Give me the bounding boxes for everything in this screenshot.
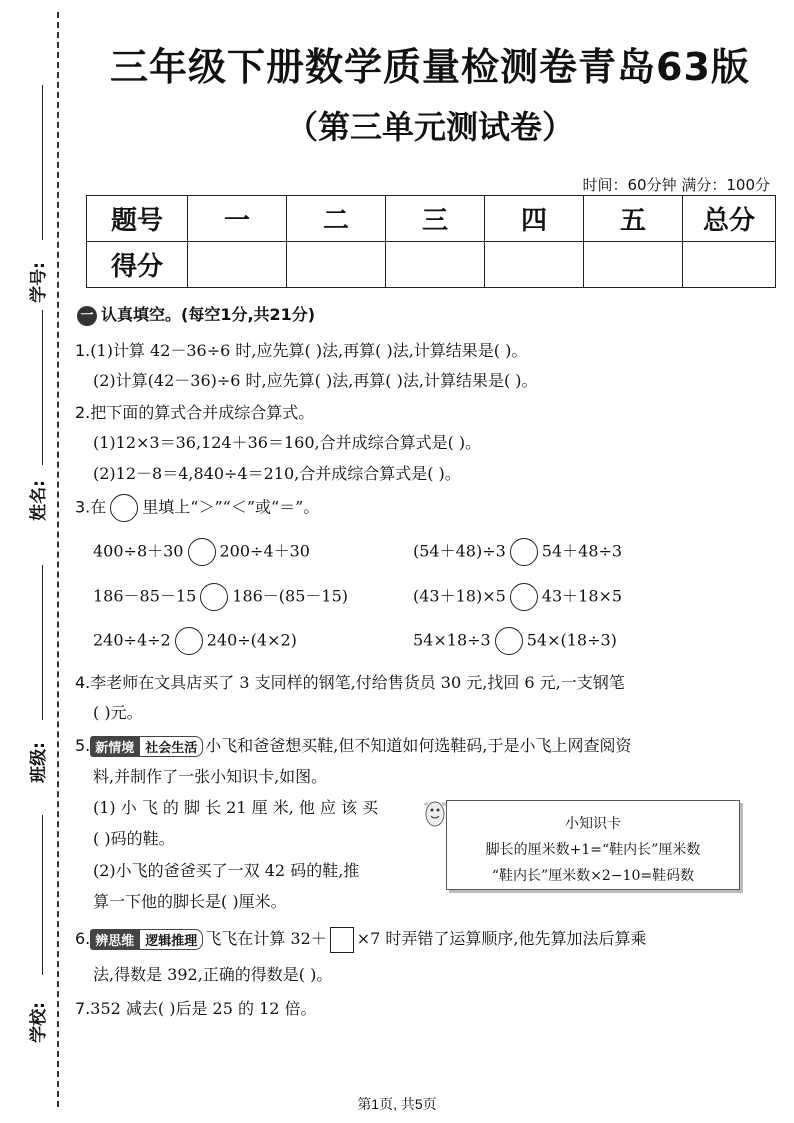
page-footer: 第1页, 共5页 xyxy=(357,1096,437,1112)
q3-item xyxy=(413,583,622,611)
q1-a-text: (1)计算 42－36÷6 时,应先算( )法,再算( )法,计算结果是( )。 xyxy=(90,341,528,360)
score-row-label: 得分 xyxy=(87,242,188,288)
q4-number: 4. xyxy=(75,673,91,692)
name-label: 姓名: xyxy=(28,480,49,521)
q5-a-1: (1) 小 飞 的 脚 长 21 厘 米, 他 应 该 买 xyxy=(93,798,379,817)
score-header-cell: 三 xyxy=(386,196,485,242)
q5-line-1 xyxy=(75,733,631,757)
answer-circle[interactable] xyxy=(175,627,203,655)
score-header-cell: 题号 xyxy=(87,196,188,242)
q6-pre: 飞飞在计算 32＋ xyxy=(205,929,327,948)
score-header-cell: 二 xyxy=(287,196,386,242)
q3-post: 里填上“＞”“＜”或“＝”。 xyxy=(142,497,320,517)
card-line: 脚长的厘米数+1=“鞋内长”厘米数 xyxy=(485,842,701,858)
q4-text: 李老师在文具店买了 3 支同样的钢笔,付给售货员 30 元,找回 6 元,一支钢笔 xyxy=(90,673,625,692)
q6-line-2: 法,得数是 392,正确的得数是( )。 xyxy=(93,965,333,984)
student-number-field xyxy=(10,85,49,315)
q3-item xyxy=(93,627,297,655)
q3-line xyxy=(75,494,319,522)
school-label: 学校: xyxy=(28,1002,49,1043)
q3-item-right: 43＋18×5 xyxy=(541,586,623,606)
q2-line-b: (2)12－8＝4,840÷4＝210,合并成综合算式是( )。 xyxy=(93,464,461,483)
student-number-label: 学号: xyxy=(28,262,49,303)
q3-item-right: 200÷4＋30 xyxy=(219,541,310,561)
score-header-row xyxy=(87,196,776,242)
q3-item-right: 186－(85－15) xyxy=(232,586,349,606)
q3-item-left: (43＋18)×5 xyxy=(413,586,506,606)
q2-line-a: (1)12×3＝36,124＋36＝160,合并成综合算式是( )。 xyxy=(93,433,482,452)
score-header-cell: 四 xyxy=(485,196,584,242)
q2-text: 把下面的算式合并成综合算式。 xyxy=(90,403,315,422)
mascot-icon xyxy=(422,798,448,832)
q3-item-left: 54×18÷3 xyxy=(413,630,491,650)
score-row xyxy=(87,242,776,288)
compare-circle-icon xyxy=(110,494,138,522)
exam-meta: 时间：60分钟 满分：100分 xyxy=(582,176,770,194)
score-cell[interactable] xyxy=(584,242,683,288)
q3-item-left: 186－85－15 xyxy=(93,586,197,606)
section-1-title xyxy=(77,302,315,326)
q4-line-1 xyxy=(75,670,625,693)
q3-item xyxy=(93,583,348,611)
q7-text: 352 减去( )后是 25 的 12 倍。 xyxy=(90,999,317,1018)
q2-number: 2. xyxy=(75,403,91,422)
class-label: 班级: xyxy=(28,742,49,783)
q6-line-1 xyxy=(75,926,647,953)
q3-item-right: 54＋48÷3 xyxy=(541,541,623,561)
q5-text-1: 小飞和爸爸想买鞋,但不知道如何选鞋码,于是小飞上网查阅资 xyxy=(205,736,632,755)
score-cell[interactable] xyxy=(683,242,776,288)
q3-item-left: 400÷8＋30 xyxy=(93,541,184,561)
school-field xyxy=(10,815,49,1045)
school-line xyxy=(42,815,43,975)
q3-item xyxy=(413,538,622,566)
q3-pre: 在 xyxy=(90,497,107,517)
q5-number: 5. xyxy=(75,736,91,755)
page-subtitle: （第三单元测试卷） xyxy=(285,108,574,146)
score-table xyxy=(86,195,776,288)
page-title: 三年级下册数学质量检测卷青岛63版 xyxy=(110,45,750,89)
q7-number: 7. xyxy=(75,999,91,1018)
score-header-cell: 五 xyxy=(584,196,683,242)
thinking-tag: 辨思维 xyxy=(90,929,139,950)
q5-line-2: 料,并制作了一张小知识卡,如图。 xyxy=(93,767,328,786)
score-cell[interactable] xyxy=(287,242,386,288)
knowledge-card xyxy=(446,800,740,890)
answer-circle[interactable] xyxy=(200,583,228,611)
answer-circle[interactable] xyxy=(495,627,523,655)
card-line: “鞋内长”厘米数×2−10=鞋码数 xyxy=(491,868,695,884)
logic-tag: 逻辑推理 xyxy=(139,929,203,950)
blank-square[interactable] xyxy=(330,927,354,953)
score-cell[interactable] xyxy=(188,242,287,288)
q5-b-1: (2)小飞的爸爸买了一双 42 码的鞋,推 xyxy=(93,861,360,880)
q6-post: ×7 时弄错了运算顺序,他先算加法后算乘 xyxy=(356,929,647,948)
score-cell[interactable] xyxy=(485,242,584,288)
score-header-cell: 总分 xyxy=(683,196,776,242)
score-header-cell: 一 xyxy=(188,196,287,242)
q5-b-2: 算一下他的脚长是( )厘米。 xyxy=(93,892,287,911)
q2-line xyxy=(75,400,314,423)
social-life-tag: 社会生活 xyxy=(139,736,203,757)
name-line xyxy=(42,310,43,465)
q3-item-left: 240÷4÷2 xyxy=(93,630,171,650)
answer-circle[interactable] xyxy=(188,538,216,566)
q3-item-left: (54＋48)÷3 xyxy=(413,541,506,561)
section-marker: 一 xyxy=(77,306,97,326)
answer-circle[interactable] xyxy=(510,583,538,611)
q4-line-2: ( )元。 xyxy=(93,703,143,722)
q3-item-right: 240÷(4×2) xyxy=(206,630,297,650)
q6-number: 6. xyxy=(75,929,91,948)
q3-number: 3. xyxy=(75,497,91,517)
answer-circle[interactable] xyxy=(510,538,538,566)
class-line xyxy=(42,565,43,720)
q3-item xyxy=(413,627,617,655)
q3-item xyxy=(93,538,310,566)
q5-a-2: ( )码的鞋。 xyxy=(93,829,175,848)
class-field xyxy=(10,565,49,795)
q3-item-right: 54×(18÷3) xyxy=(526,630,617,650)
new-context-tag: 新情境 xyxy=(90,736,139,757)
section-1-text: 认真填空。(每空1分,共21分) xyxy=(101,305,316,324)
q1-line-b: (2)计算(42－36)÷6 时,应先算( )法,再算( )法,计算结果是( )。 xyxy=(93,371,538,390)
student-number-line xyxy=(42,85,43,240)
card-title: 小知识卡 xyxy=(565,816,621,832)
name-field xyxy=(10,310,49,540)
q1-line-a xyxy=(75,338,527,361)
binding-dashed-line xyxy=(57,12,59,1107)
score-cell[interactable] xyxy=(386,242,485,288)
q7-line xyxy=(75,996,317,1019)
q1-number: 1. xyxy=(75,341,91,360)
